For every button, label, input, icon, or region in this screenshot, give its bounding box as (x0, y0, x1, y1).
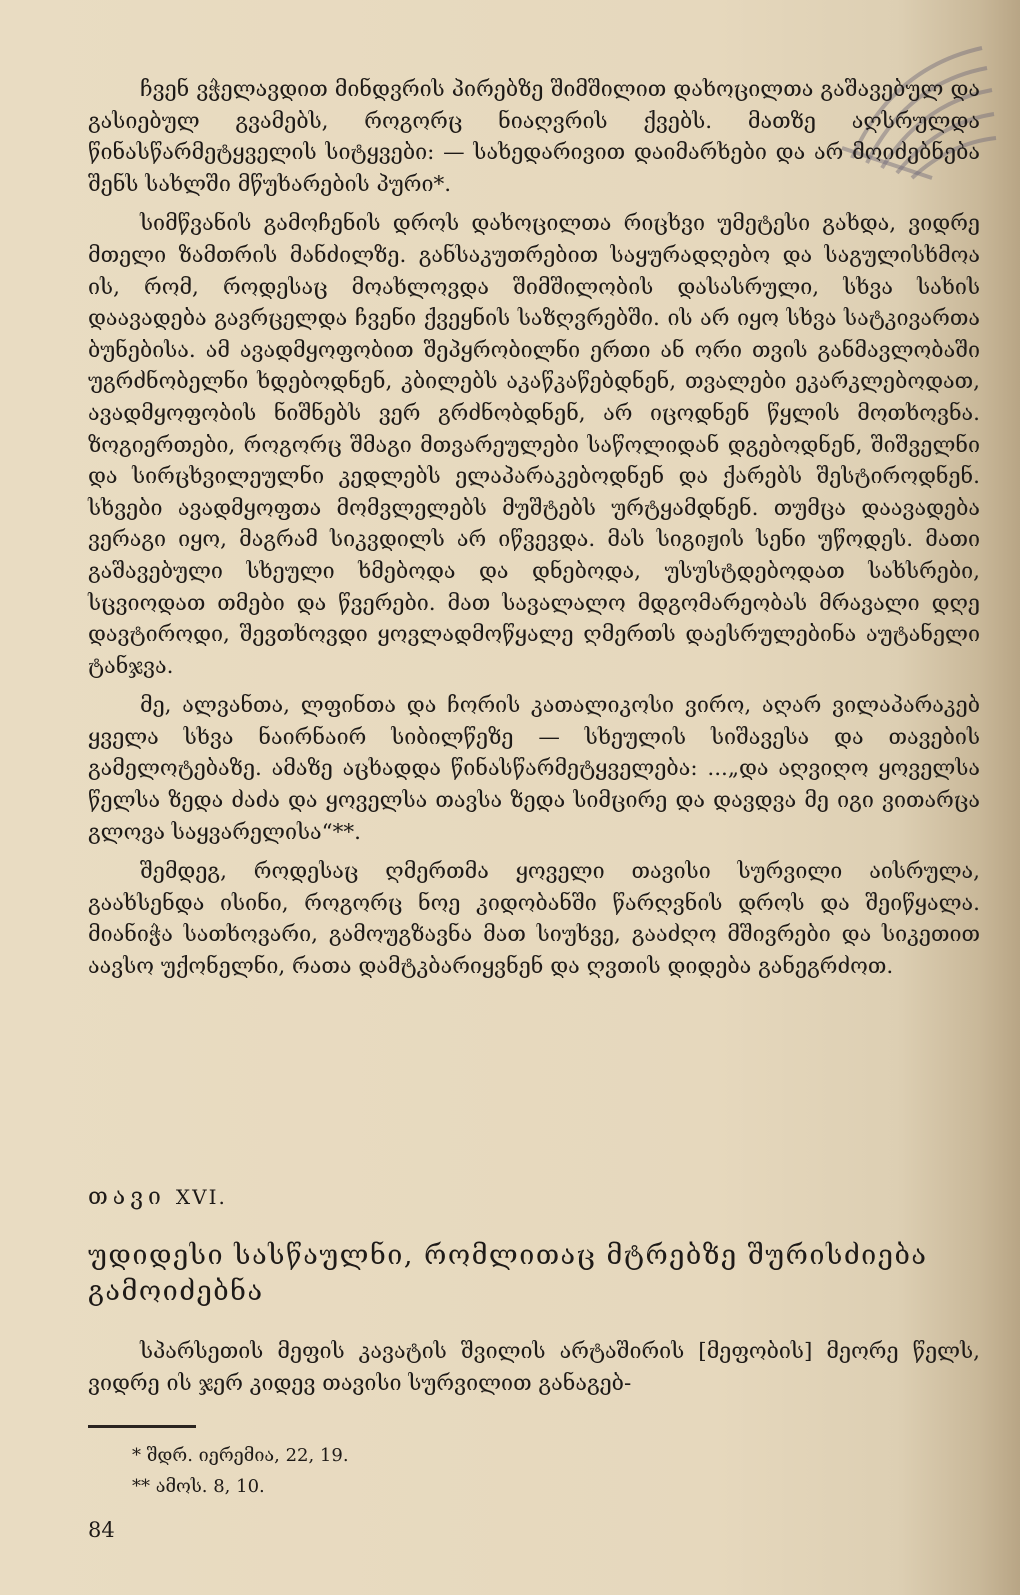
page-number: 84 (88, 1518, 115, 1542)
chapter-heading (88, 1184, 227, 1210)
footnotes (132, 1440, 349, 1502)
paragraph: შემდეგ, როდესაც ღმერთმა ყოველი თავისი სურვილი აისრულა, გაახსენდა ისინი, როგორც ნოე კიდობანში წარღვნის დროს და შეიწყალა. მიანიჭა სათხოვარი, გამოუგზავნა მათ სიუხვე, გააძღო მშივრები და სიკეთით აავსო უქონელნი, რათა დამტკბარიყვნენ და ღვთის დიდება განეგრძოთ. (88, 859, 980, 980)
paragraph: მე, ალვანთა, ლფინთა და ჩორის კათალიკოსი ვირო, აღარ ვილაპარაკებ ყველა სხვა ნაირნაირ სიბილწეზე — სხეულის სიშავესა და თავების გამელოტებაზე. ამაზე აცხადდა წინასწარმეტყველება: ...„და აღვიღო ყოველსა წელსა ზედა ძაძა და ყოველსა თავსა ზედა სიმცირე და დავდვა მე იგი ვითარცა გლოვა საყვარელისა“**. (88, 693, 980, 845)
paragraph: ჩვენ ვჭელავდით მინდვრის პირებზე შიმშილით დახოცილთა გაშავებულ და გასიებულ გვამებს, როგორც ნიაღვრის ქვებს. მათზე აღსრულდა წინასწარმეტყველის სიტყვები: — სახედარივით დაიმარხები და არ მოიძებნება შენს სახლში მწუხარების პური*. (88, 77, 980, 197)
footnote-divider (88, 1425, 196, 1428)
chapter-word: თავი (88, 1184, 166, 1210)
chapter-number: XVI. (175, 1185, 227, 1209)
paragraph: სპარსეთის მეფის კავატის შვილის არტაშირის [მეფობის] მეორე წელს, ვიდრე ის ჯერ კიდევ თავისი სურვილით განაგებ- (88, 1339, 980, 1396)
main-text (88, 74, 980, 991)
chapter-title: უდიდესი სასწაულნი, რომლითაც მტრებზე შურისძიება გამოიძებნა (88, 1240, 928, 1307)
paragraph: სიმწვანის გამოჩენის დროს დახოცილთა რიცხვი უმეტესი გახდა, ვიდრე მთელი ზამთრის მანძილზე. განსაკუთრებით საყურადღებო და საგულისხმოა ის, რომ, როდესაც მოახლოვდა შიმშილობის დასასრული, სხვა სახის დაავადება გავრცელდა ჩვენი ქვეყნის საზღვრებში. ის არ იყო სხვა სატკივართა ბუნებისა. ამ ავადმყოფობით შეპყრობილნი ერთი ან ორი თვის განმავლობაში უგრძნობელნი ხდებოდნენ, კბილებს აკაწკაწებდნენ, თვალები ეკარკლებოდათ, ავადმყოფობის ნიშნებს ვერ გრძნობდნენ, არ იცოდნენ წყლის მოთხოვნა. ზოგიერთები, როგორც შმაგი მთვარეულები საწოლიდან დგებოდნენ, შიშველნი და სირცხვილეულნი კედლებს ელაპარაკებოდნენ და ქარებს შესტიროდნენ. სხვები ავადმყოფთა მომვლელებს მუშტებს ურტყამდნენ. თუმცა დაავადება ვერაგი იყო, მაგრამ სიკვდილს არ იწვევდა. მას სიგიჟის სენი უწოდეს. მათი გაშავებული სხეული ხმებოდა და დნებოდა, უსუსტდებოდათ სახსრები, სცვიოდათ თმები და წვერები. მათ სავალალო მდგომარეობას მრავალი დღე დავტიროდი, შევთხოვდი ყოვლადმოწყალე ღმერთს დაესრულებინა აუტანელი ტანჯვა. (88, 211, 980, 679)
chapter-text (88, 1336, 980, 1399)
footnote: * შდრ. იერემია, 22, 19. (132, 1445, 349, 1466)
footnote: ** ამოს. 8, 10. (132, 1476, 265, 1497)
